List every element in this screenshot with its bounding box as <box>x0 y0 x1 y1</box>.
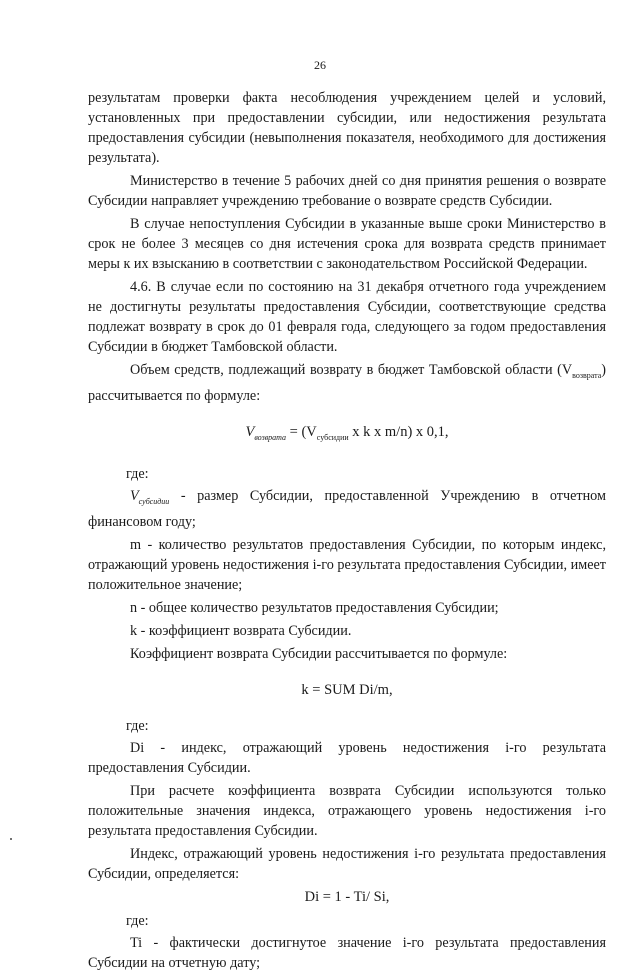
formula-return-volume <box>88 422 606 448</box>
paragraph-positive-values: При расчете коэффициента возврата Субсидии используются только положительные значения индекса, отражающего уровень недостижения i-го результата предоставления Субсидии. <box>88 782 606 839</box>
def-var-v-sub: субсидии <box>138 496 170 506</box>
definition-n: n - общее количество результатов предоставления Субсидии; <box>130 599 499 616</box>
where-label-3: где: <box>126 912 149 929</box>
page-number: 26 <box>314 58 326 72</box>
definition-di: Di - индекс, отражающий уровень недостижения i-го результата предоставления Субсидии. <box>88 739 606 776</box>
definition-v-subsidy <box>88 486 606 532</box>
paragraph-non-receipt: В случае непоступления Субсидии в указанные выше сроки Министерство в срок не более 3 месяцев со дня истечения срока для возврата средств принимает меры к их взысканию в соответствии с законодательством Российской Федерации. <box>88 216 606 272</box>
definition-m: m - количество результатов предоставления Субсидии, по которым индекс, отражающий уровень недостижения i-го результата предоставления Субсидии, имеет положительное значение; <box>88 536 606 593</box>
paragraph-index-definition: Индекс, отражающий уровень недостижения i-го результата предоставления Субсидии, определяется: <box>88 845 606 882</box>
volume-intro-text-end: ) рассчитывается по формуле: <box>88 362 606 404</box>
formula-mid: = (V <box>286 423 317 440</box>
formula-sub-return: возврата <box>254 432 287 442</box>
where-label-1: где: <box>126 465 149 482</box>
formula-di: Di = 1 - Ti/ Si, <box>304 888 390 905</box>
scan-artifact <box>10 838 12 840</box>
paragraph-return-requirement: Министерство в течение 5 рабочих дней со дня принятия решения о возврате Субсидии направляет учреждению требование о возврате средств Субсидии. <box>88 173 606 209</box>
def-v-text: - размер Субсидии, предоставленной Учреждению в отчетном финансовом году; <box>88 487 606 530</box>
definition-k: k - коэффициент возврата Субсидии. <box>130 622 352 639</box>
formula-rest: x k x m/n) x 0,1, <box>348 423 449 440</box>
where-label-2: где: <box>126 717 149 734</box>
paragraph-continuation: результатам проверки факта несоблюдения учреждением целей и условий, установленных при предоставлении субсидии, или недостижения результата предоставления субсидии (невыполнения показателя, необходимого для достижения результата). <box>88 90 606 166</box>
definition-ti: Ti - фактически достигнутое значение i-го результата предоставления Субсидии на отчетную дату; <box>88 934 606 971</box>
paragraph-k-intro: Коэффициент возврата Субсидии рассчитывается по формуле: <box>130 645 508 662</box>
document-body <box>88 88 606 976</box>
paragraph-4-6: 4.6. В случае если по состоянию на 31 декабря отчетного года учреждением не достигнуты результаты предоставления Субсидии, соответствующие средства подлежат возврату в срок до 01 февраля года, следующего за годом предоставления Субсидии в бюджет Тамбовской области. <box>88 279 606 355</box>
volume-intro-subscript: возврата <box>572 370 602 380</box>
paragraph-volume-intro <box>88 360 606 406</box>
formula-k: k = SUM Di/m, <box>301 681 393 698</box>
def-var-v: V <box>130 487 139 504</box>
formula-var-v: V <box>245 423 255 440</box>
volume-intro-text: Объем средств, подлежащий возврату в бюджет Тамбовской области (V <box>130 362 573 378</box>
formula-sub-subsidy: субсидии <box>316 432 349 442</box>
